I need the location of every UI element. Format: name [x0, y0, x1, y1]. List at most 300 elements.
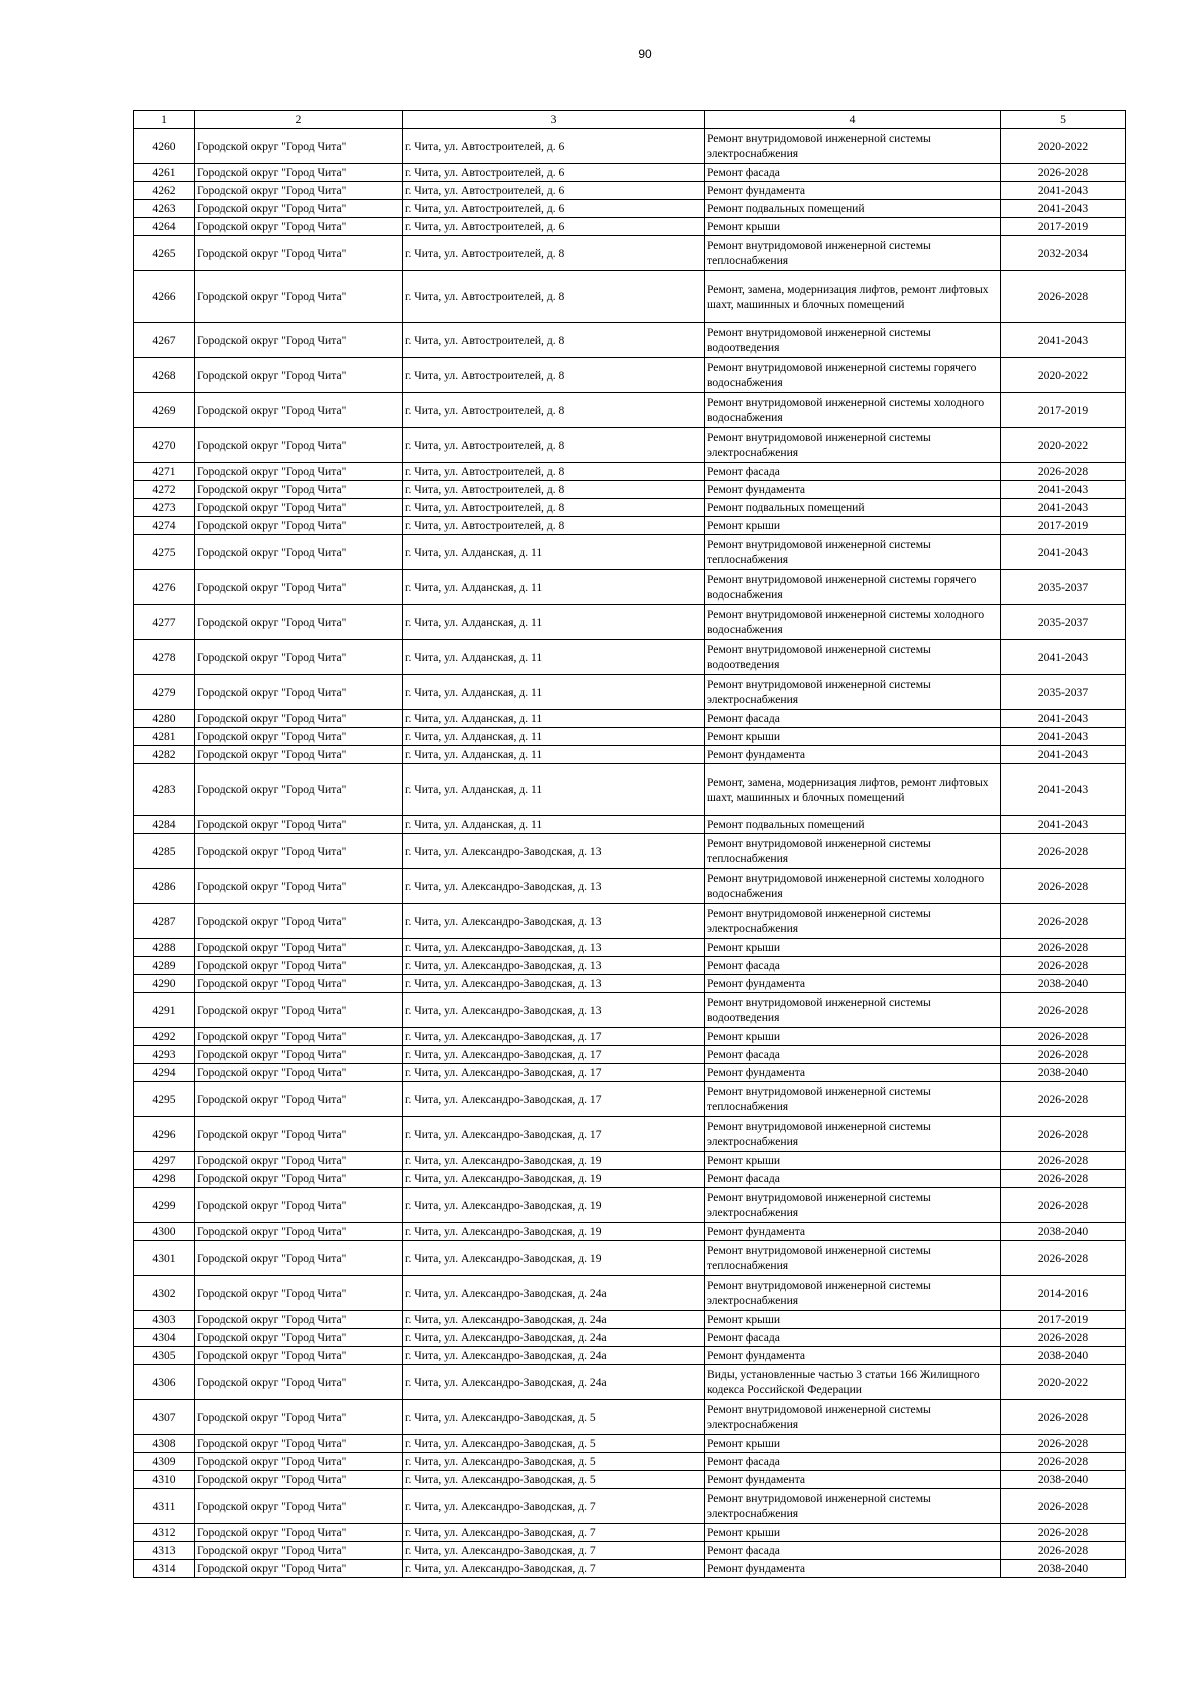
table-row [134, 1241, 1126, 1276]
row-number: 4306 [134, 1365, 195, 1400]
row-number: 4276 [134, 570, 195, 605]
period-cell: 2020-2022 [1001, 358, 1126, 393]
address-cell: г. Чита, ул. Алданская, д. 11 [403, 535, 705, 570]
table-row [134, 1329, 1126, 1347]
table-row [134, 200, 1126, 218]
municipality-cell: Городской округ "Город Чита" [195, 271, 403, 323]
table-row [134, 271, 1126, 323]
period-cell: 2026-2028 [1001, 1152, 1126, 1170]
address-cell: г. Чита, ул. Александро-Заводская, д. 7 [403, 1524, 705, 1542]
column-header: 1 [134, 111, 195, 129]
municipality-cell: Городской округ "Город Чита" [195, 463, 403, 481]
address-cell: г. Чита, ул. Автостроителей, д. 6 [403, 182, 705, 200]
table-row [134, 904, 1126, 939]
work-type-cell: Ремонт внутридомовой инженерной системы теплоснабжения [705, 236, 1001, 271]
row-number: 4303 [134, 1311, 195, 1329]
municipality-cell: Городской округ "Город Чита" [195, 1170, 403, 1188]
row-number: 4301 [134, 1241, 195, 1276]
municipality-cell: Городской округ "Город Чита" [195, 1400, 403, 1435]
work-type-cell: Ремонт крыши [705, 939, 1001, 957]
row-number: 4281 [134, 728, 195, 746]
period-cell: 2038-2040 [1001, 1560, 1126, 1578]
work-type-cell: Ремонт внутридомовой инженерной системы теплоснабжения [705, 1241, 1001, 1276]
period-cell: 2026-2028 [1001, 271, 1126, 323]
row-number: 4288 [134, 939, 195, 957]
address-cell: г. Чита, ул. Александро-Заводская, д. 13 [403, 957, 705, 975]
header-row [134, 111, 1126, 129]
address-cell: г. Чита, ул. Автостроителей, д. 8 [403, 236, 705, 271]
period-cell: 2026-2028 [1001, 1046, 1126, 1064]
row-number: 4302 [134, 1276, 195, 1311]
municipality-cell: Городской округ "Город Чита" [195, 393, 403, 428]
period-cell: 2035-2037 [1001, 605, 1126, 640]
municipality-cell: Городской округ "Город Чита" [195, 1241, 403, 1276]
address-cell: г. Чита, ул. Автостроителей, д. 6 [403, 200, 705, 218]
address-cell: г. Чита, ул. Автостроителей, д. 8 [403, 463, 705, 481]
row-number: 4282 [134, 746, 195, 764]
work-type-cell: Ремонт внутридомовой инженерной системы теплоснабжения [705, 1082, 1001, 1117]
address-cell: г. Чита, ул. Александро-Заводская, д. 24а [403, 1311, 705, 1329]
work-type-cell: Ремонт внутридомовой инженерной системы холодного водоснабжения [705, 869, 1001, 904]
municipality-cell: Городской округ "Город Чита" [195, 710, 403, 728]
row-number: 4297 [134, 1152, 195, 1170]
row-number: 4262 [134, 182, 195, 200]
period-cell: 2020-2022 [1001, 1365, 1126, 1400]
address-cell: г. Чита, ул. Александро-Заводская, д. 7 [403, 1489, 705, 1524]
address-cell: г. Чита, ул. Алданская, д. 11 [403, 710, 705, 728]
work-type-cell: Ремонт фасада [705, 1329, 1001, 1347]
period-cell: 2038-2040 [1001, 1347, 1126, 1365]
work-type-cell: Ремонт фундамента [705, 975, 1001, 993]
address-cell: г. Чита, ул. Александро-Заводская, д. 24а [403, 1347, 705, 1365]
period-cell: 2041-2043 [1001, 746, 1126, 764]
row-number: 4304 [134, 1329, 195, 1347]
address-cell: г. Чита, ул. Александро-Заводская, д. 19 [403, 1241, 705, 1276]
municipality-cell: Городской округ "Город Чита" [195, 1365, 403, 1400]
table-row [134, 1311, 1126, 1329]
work-type-cell: Ремонт крыши [705, 1028, 1001, 1046]
row-number: 4268 [134, 358, 195, 393]
period-cell: 2026-2028 [1001, 1453, 1126, 1471]
row-number: 4279 [134, 675, 195, 710]
municipality-cell: Городской округ "Город Чита" [195, 1064, 403, 1082]
municipality-cell: Городской округ "Город Чита" [195, 1329, 403, 1347]
address-cell: г. Чита, ул. Александро-Заводская, д. 13 [403, 993, 705, 1028]
work-type-cell: Ремонт фасада [705, 957, 1001, 975]
municipality-cell: Городской округ "Город Чита" [195, 517, 403, 535]
table-row [134, 499, 1126, 517]
address-cell: г. Чита, ул. Александро-Заводская, д. 5 [403, 1400, 705, 1435]
address-cell: г. Чита, ул. Александро-Заводская, д. 13 [403, 904, 705, 939]
municipality-cell: Городской округ "Город Чита" [195, 1188, 403, 1223]
row-number: 4296 [134, 1117, 195, 1152]
row-number: 4308 [134, 1435, 195, 1453]
address-cell: г. Чита, ул. Александро-Заводская, д. 5 [403, 1471, 705, 1489]
row-number: 4307 [134, 1400, 195, 1435]
work-type-cell: Ремонт фундамента [705, 182, 1001, 200]
row-number: 4289 [134, 957, 195, 975]
address-cell: г. Чита, ул. Александро-Заводская, д. 24а [403, 1276, 705, 1311]
row-number: 4286 [134, 869, 195, 904]
work-type-cell: Ремонт внутридомовой инженерной системы электроснабжения [705, 1400, 1001, 1435]
table-row [134, 957, 1126, 975]
period-cell: 2026-2028 [1001, 1329, 1126, 1347]
municipality-cell: Городской округ "Город Чита" [195, 939, 403, 957]
municipality-cell: Городской округ "Город Чита" [195, 1028, 403, 1046]
municipality-cell: Городской округ "Город Чита" [195, 129, 403, 164]
work-type-cell: Ремонт внутридомовой инженерной системы электроснабжения [705, 129, 1001, 164]
table-row [134, 746, 1126, 764]
row-number: 4272 [134, 481, 195, 499]
municipality-cell: Городской округ "Город Чита" [195, 904, 403, 939]
municipality-cell: Городской округ "Город Чита" [195, 957, 403, 975]
row-number: 4280 [134, 710, 195, 728]
table-row [134, 393, 1126, 428]
row-number: 4283 [134, 764, 195, 816]
work-type-cell: Ремонт фасада [705, 1170, 1001, 1188]
work-type-cell: Ремонт внутридомовой инженерной системы горячего водоснабжения [705, 570, 1001, 605]
municipality-cell: Городской округ "Город Чита" [195, 728, 403, 746]
work-type-cell: Ремонт фундамента [705, 481, 1001, 499]
table-row [134, 764, 1126, 816]
municipality-cell: Городской округ "Город Чита" [195, 1471, 403, 1489]
table-row [134, 1170, 1126, 1188]
row-number: 4298 [134, 1170, 195, 1188]
work-type-cell: Ремонт внутридомовой инженерной системы электроснабжения [705, 1276, 1001, 1311]
municipality-cell: Городской округ "Город Чита" [195, 323, 403, 358]
period-cell: 2026-2028 [1001, 1188, 1126, 1223]
period-cell: 2026-2028 [1001, 1400, 1126, 1435]
table-row [134, 834, 1126, 869]
row-number: 4290 [134, 975, 195, 993]
work-type-cell: Ремонт внутридомовой инженерной системы электроснабжения [705, 1188, 1001, 1223]
period-cell: 2026-2028 [1001, 993, 1126, 1028]
municipality-cell: Городской округ "Город Чита" [195, 1046, 403, 1064]
period-cell: 2026-2028 [1001, 957, 1126, 975]
period-cell: 2026-2028 [1001, 1170, 1126, 1188]
period-cell: 2020-2022 [1001, 129, 1126, 164]
period-cell: 2032-2034 [1001, 236, 1126, 271]
address-cell: г. Чита, ул. Автостроителей, д. 8 [403, 393, 705, 428]
period-cell: 2035-2037 [1001, 675, 1126, 710]
table-row [134, 1471, 1126, 1489]
row-number: 4263 [134, 200, 195, 218]
work-type-cell: Ремонт внутридомовой инженерной системы горячего водоснабжения [705, 358, 1001, 393]
address-cell: г. Чита, ул. Алданская, д. 11 [403, 764, 705, 816]
table-row [134, 1347, 1126, 1365]
period-cell: 2038-2040 [1001, 975, 1126, 993]
address-cell: г. Чита, ул. Александро-Заводская, д. 5 [403, 1435, 705, 1453]
municipality-cell: Городской округ "Город Чита" [195, 1453, 403, 1471]
row-number: 4271 [134, 463, 195, 481]
work-type-cell: Ремонт внутридомовой инженерной системы электроснабжения [705, 1489, 1001, 1524]
address-cell: г. Чита, ул. Алданская, д. 11 [403, 728, 705, 746]
address-cell: г. Чита, ул. Александро-Заводская, д. 13 [403, 975, 705, 993]
row-number: 4277 [134, 605, 195, 640]
table-row [134, 993, 1126, 1028]
address-cell: г. Чита, ул. Александро-Заводская, д. 24а [403, 1329, 705, 1347]
table-row [134, 1152, 1126, 1170]
work-type-cell: Ремонт внутридомовой инженерной системы электроснабжения [705, 1117, 1001, 1152]
column-header: 4 [705, 111, 1001, 129]
address-cell: г. Чита, ул. Александро-Заводская, д. 17 [403, 1064, 705, 1082]
work-type-cell: Ремонт крыши [705, 1152, 1001, 1170]
work-type-cell: Ремонт фасада [705, 1453, 1001, 1471]
municipality-cell: Городской округ "Город Чита" [195, 499, 403, 517]
period-cell: 2026-2028 [1001, 1542, 1126, 1560]
table-row [134, 1276, 1126, 1311]
table-row [134, 605, 1126, 640]
work-type-cell: Ремонт внутридомовой инженерной системы водоотведения [705, 640, 1001, 675]
period-cell: 2041-2043 [1001, 182, 1126, 200]
period-cell: 2026-2028 [1001, 1028, 1126, 1046]
row-number: 4264 [134, 218, 195, 236]
work-type-cell: Ремонт фасада [705, 164, 1001, 182]
table-row [134, 1064, 1126, 1082]
address-cell: г. Чита, ул. Александро-Заводская, д. 13 [403, 939, 705, 957]
column-header: 3 [403, 111, 705, 129]
row-number: 4299 [134, 1188, 195, 1223]
address-cell: г. Чита, ул. Александро-Заводская, д. 13 [403, 869, 705, 904]
municipality-cell: Городской округ "Город Чита" [195, 182, 403, 200]
address-cell: г. Чита, ул. Александро-Заводская, д. 7 [403, 1560, 705, 1578]
address-cell: г. Чита, ул. Александро-Заводская, д. 7 [403, 1542, 705, 1560]
table-row [134, 1400, 1126, 1435]
period-cell: 2017-2019 [1001, 1311, 1126, 1329]
row-number: 4292 [134, 1028, 195, 1046]
row-number: 4284 [134, 816, 195, 834]
table-row [134, 1435, 1126, 1453]
period-cell: 2038-2040 [1001, 1471, 1126, 1489]
address-cell: г. Чита, ул. Александро-Заводская, д. 17 [403, 1046, 705, 1064]
table-row [134, 675, 1126, 710]
address-cell: г. Чита, ул. Александро-Заводская, д. 19 [403, 1188, 705, 1223]
period-cell: 2038-2040 [1001, 1064, 1126, 1082]
address-cell: г. Чита, ул. Автостроителей, д. 8 [403, 481, 705, 499]
address-cell: г. Чита, ул. Алданская, д. 11 [403, 605, 705, 640]
row-number: 4311 [134, 1489, 195, 1524]
work-type-cell: Ремонт крыши [705, 218, 1001, 236]
period-cell: 2041-2043 [1001, 764, 1126, 816]
municipality-cell: Городской округ "Город Чита" [195, 605, 403, 640]
address-cell: г. Чита, ул. Автостроителей, д. 8 [403, 271, 705, 323]
row-number: 4266 [134, 271, 195, 323]
address-cell: г. Чита, ул. Автостроителей, д. 8 [403, 499, 705, 517]
address-cell: г. Чита, ул. Алданская, д. 11 [403, 640, 705, 675]
table-row [134, 129, 1126, 164]
row-number: 4295 [134, 1082, 195, 1117]
address-cell: г. Чита, ул. Автостроителей, д. 8 [403, 428, 705, 463]
period-cell: 2026-2028 [1001, 1241, 1126, 1276]
page-number: 90 [638, 47, 652, 61]
table-row [134, 1188, 1126, 1223]
municipality-cell: Городской округ "Город Чита" [195, 428, 403, 463]
row-number: 4267 [134, 323, 195, 358]
row-number: 4275 [134, 535, 195, 570]
period-cell: 2041-2043 [1001, 499, 1126, 517]
work-type-cell: Ремонт внутридомовой инженерной системы теплоснабжения [705, 535, 1001, 570]
period-cell: 2026-2028 [1001, 1435, 1126, 1453]
municipality-cell: Городской округ "Город Чита" [195, 1152, 403, 1170]
municipality-cell: Городской округ "Город Чита" [195, 358, 403, 393]
municipality-cell: Городской округ "Город Чита" [195, 1276, 403, 1311]
work-type-cell: Ремонт фундамента [705, 746, 1001, 764]
period-cell: 2026-2028 [1001, 834, 1126, 869]
municipality-cell: Городской округ "Город Чита" [195, 675, 403, 710]
address-cell: г. Чита, ул. Автостроителей, д. 6 [403, 129, 705, 164]
row-number: 4313 [134, 1542, 195, 1560]
table-row [134, 517, 1126, 535]
period-cell: 2020-2022 [1001, 428, 1126, 463]
row-number: 4305 [134, 1347, 195, 1365]
address-cell: г. Чита, ул. Александро-Заводская, д. 17 [403, 1028, 705, 1046]
work-type-cell: Ремонт, замена, модернизация лифтов, ремонт лифтовых шахт, машинных и блочных помещений [705, 271, 1001, 323]
municipality-cell: Городской округ "Город Чита" [195, 1560, 403, 1578]
address-cell: г. Чита, ул. Алданская, д. 11 [403, 746, 705, 764]
municipality-cell: Городской округ "Город Чита" [195, 1435, 403, 1453]
period-cell: 2026-2028 [1001, 904, 1126, 939]
table-row [134, 236, 1126, 271]
table-row [134, 1560, 1126, 1578]
work-type-cell: Ремонт фундамента [705, 1347, 1001, 1365]
period-cell: 2041-2043 [1001, 710, 1126, 728]
table-row [134, 535, 1126, 570]
period-cell: 2041-2043 [1001, 535, 1126, 570]
register-table [133, 110, 1126, 1578]
row-number: 4310 [134, 1471, 195, 1489]
work-type-cell: Ремонт, замена, модернизация лифтов, ремонт лифтовых шахт, машинных и блочных помещений [705, 764, 1001, 816]
municipality-cell: Городской округ "Город Чита" [195, 570, 403, 605]
address-cell: г. Чита, ул. Автостроителей, д. 6 [403, 218, 705, 236]
work-type-cell: Ремонт внутридомовой инженерной системы электроснабжения [705, 675, 1001, 710]
period-cell: 2017-2019 [1001, 218, 1126, 236]
address-cell: г. Чита, ул. Александро-Заводская, д. 19 [403, 1223, 705, 1241]
municipality-cell: Городской округ "Город Чита" [195, 1117, 403, 1152]
municipality-cell: Городской округ "Город Чита" [195, 1489, 403, 1524]
work-type-cell: Ремонт крыши [705, 517, 1001, 535]
municipality-cell: Городской округ "Город Чита" [195, 834, 403, 869]
address-cell: г. Чита, ул. Александро-Заводская, д. 24а [403, 1365, 705, 1400]
table-row [134, 481, 1126, 499]
municipality-cell: Городской округ "Город Чита" [195, 764, 403, 816]
work-type-cell: Ремонт внутридомовой инженерной системы электроснабжения [705, 428, 1001, 463]
address-cell: г. Чита, ул. Алданская, д. 11 [403, 675, 705, 710]
address-cell: г. Чита, ул. Александро-Заводская, д. 19 [403, 1152, 705, 1170]
address-cell: г. Чита, ул. Автостроителей, д. 8 [403, 517, 705, 535]
table-row [134, 182, 1126, 200]
address-cell: г. Чита, ул. Александро-Заводская, д. 17 [403, 1082, 705, 1117]
address-cell: г. Чита, ул. Автостроителей, д. 8 [403, 358, 705, 393]
period-cell: 2017-2019 [1001, 393, 1126, 428]
row-number: 4269 [134, 393, 195, 428]
work-type-cell: Ремонт внутридомовой инженерной системы холодного водоснабжения [705, 393, 1001, 428]
work-type-cell: Ремонт внутридомовой инженерной системы электроснабжения [705, 904, 1001, 939]
municipality-cell: Городской округ "Город Чита" [195, 481, 403, 499]
work-type-cell: Ремонт подвальных помещений [705, 499, 1001, 517]
row-number: 4293 [134, 1046, 195, 1064]
period-cell: 2026-2028 [1001, 1524, 1126, 1542]
row-number: 4314 [134, 1560, 195, 1578]
work-type-cell: Ремонт внутридомовой инженерной системы теплоснабжения [705, 834, 1001, 869]
period-cell: 2041-2043 [1001, 640, 1126, 675]
table-row [134, 1542, 1126, 1560]
address-cell: г. Чита, ул. Александро-Заводская, д. 19 [403, 1170, 705, 1188]
period-cell: 2026-2028 [1001, 463, 1126, 481]
table-row [134, 1082, 1126, 1117]
table-header [134, 111, 1126, 129]
municipality-cell: Городской округ "Город Чита" [195, 993, 403, 1028]
work-type-cell: Ремонт фундамента [705, 1064, 1001, 1082]
period-cell: 2041-2043 [1001, 323, 1126, 358]
table-row [134, 939, 1126, 957]
period-cell: 2041-2043 [1001, 200, 1126, 218]
row-number: 4278 [134, 640, 195, 675]
table-row [134, 640, 1126, 675]
table-row [134, 816, 1126, 834]
row-number: 4270 [134, 428, 195, 463]
municipality-cell: Городской округ "Город Чита" [195, 164, 403, 182]
table-row [134, 869, 1126, 904]
municipality-cell: Городской округ "Город Чита" [195, 1524, 403, 1542]
period-cell: 2026-2028 [1001, 1082, 1126, 1117]
table-row [134, 1117, 1126, 1152]
row-number: 4274 [134, 517, 195, 535]
address-cell: г. Чита, ул. Александро-Заводская, д. 13 [403, 834, 705, 869]
work-type-cell: Ремонт подвальных помещений [705, 200, 1001, 218]
address-cell: г. Чита, ул. Александро-Заводская, д. 17 [403, 1117, 705, 1152]
row-number: 4312 [134, 1524, 195, 1542]
row-number: 4291 [134, 993, 195, 1028]
work-type-cell: Ремонт крыши [705, 1524, 1001, 1542]
period-cell: 2026-2028 [1001, 1117, 1126, 1152]
municipality-cell: Городской округ "Город Чита" [195, 1542, 403, 1560]
municipality-cell: Городской округ "Город Чита" [195, 975, 403, 993]
municipality-cell: Городской округ "Город Чита" [195, 1347, 403, 1365]
table-row [134, 463, 1126, 481]
row-number: 4260 [134, 129, 195, 164]
work-type-cell: Ремонт крыши [705, 728, 1001, 746]
work-type-cell: Ремонт внутридомовой инженерной системы холодного водоснабжения [705, 605, 1001, 640]
table-row [134, 1524, 1126, 1542]
table-row [134, 218, 1126, 236]
municipality-cell: Городской округ "Город Чита" [195, 746, 403, 764]
period-cell: 2038-2040 [1001, 1223, 1126, 1241]
work-type-cell: Ремонт внутридомовой инженерной системы водоотведения [705, 323, 1001, 358]
work-type-cell: Ремонт фасада [705, 463, 1001, 481]
municipality-cell: Городской округ "Город Чита" [195, 816, 403, 834]
period-cell: 2026-2028 [1001, 869, 1126, 904]
table-row [134, 1489, 1126, 1524]
table-row [134, 1028, 1126, 1046]
work-type-cell: Ремонт фундамента [705, 1223, 1001, 1241]
row-number: 4265 [134, 236, 195, 271]
work-type-cell: Ремонт крыши [705, 1435, 1001, 1453]
table-row [134, 428, 1126, 463]
period-cell: 2026-2028 [1001, 1489, 1126, 1524]
table-body [134, 129, 1126, 1578]
row-number: 4287 [134, 904, 195, 939]
table-row [134, 975, 1126, 993]
row-number: 4300 [134, 1223, 195, 1241]
municipality-cell: Городской округ "Город Чита" [195, 1311, 403, 1329]
row-number: 4294 [134, 1064, 195, 1082]
period-cell: 2026-2028 [1001, 164, 1126, 182]
period-cell: 2014-2016 [1001, 1276, 1126, 1311]
table-row [134, 323, 1126, 358]
municipality-cell: Городской округ "Город Чита" [195, 640, 403, 675]
column-header: 2 [195, 111, 403, 129]
table-row [134, 710, 1126, 728]
